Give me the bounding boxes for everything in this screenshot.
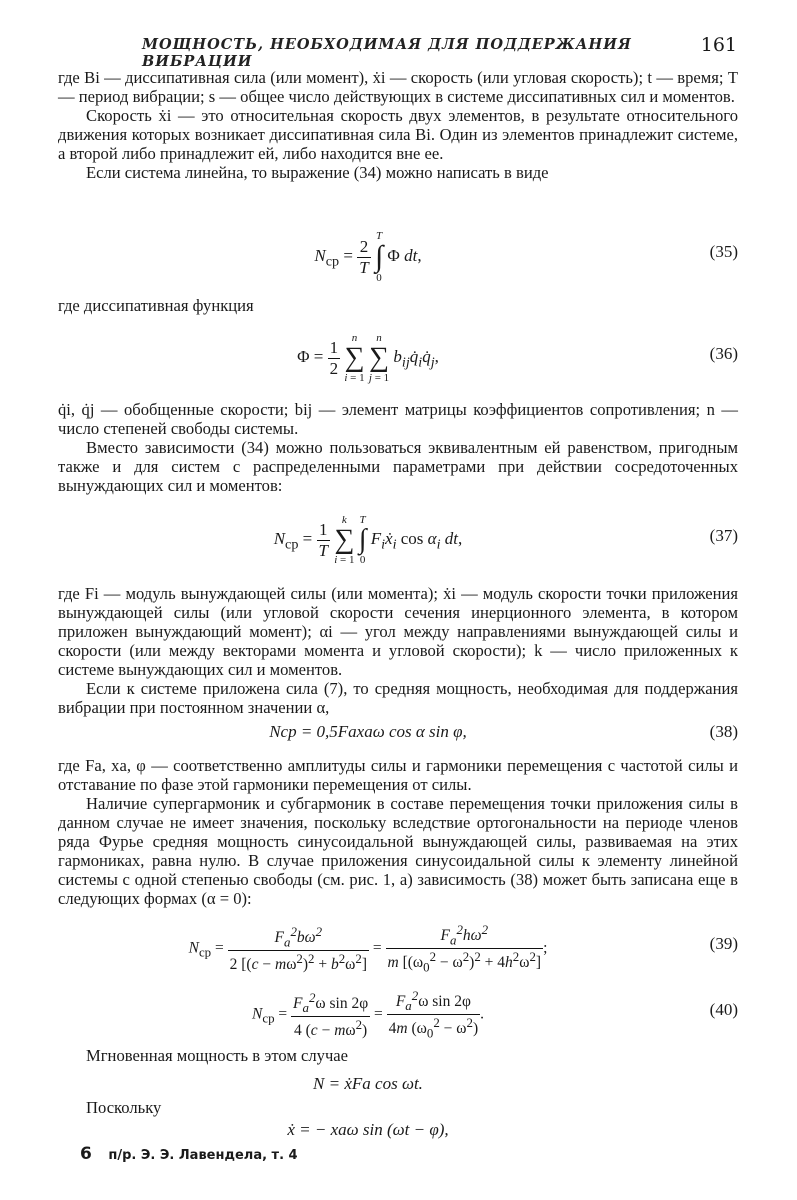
equation-35-body: $N_{ср}$ = $\frac{2}{T}$ T ∫ 0 Φ dt, — [314, 230, 422, 284]
text-block-4 — [58, 584, 738, 717]
paragraph-4: где диссипативная функция — [58, 296, 254, 315]
paragraph-11: Мгновенная мощность в этом случае — [86, 1046, 349, 1065]
equation-velocity — [58, 1120, 738, 1144]
signature-text: п/р. Э. Э. Лавендела, т. 4 — [108, 1148, 298, 1163]
equation-38-number: (38) — [709, 722, 738, 741]
text-block-5 — [58, 756, 738, 908]
equation-instant-power-body: N = ẋFa cos ωt. — [313, 1074, 423, 1093]
equation-40 — [58, 984, 738, 1041]
equation-36-body: Φ = $\frac{1}{2}$ n ∑ i = 1 n ∑ j = 1 $b_{ij}q̇_iq̇_j$, — [297, 332, 439, 384]
equation-37-body: $N_{ср}$ = $\frac{1}{T}$ k ∑ i = 1 T ∫ 0 $F_iẋ_i$ $\cos \alpha_i$ dt, — [273, 514, 463, 566]
page-footer — [80, 1144, 298, 1164]
paragraph-3: Если система линейна, то выражение (34) можно написать в виде — [86, 163, 549, 182]
equation-36 — [58, 318, 738, 394]
paragraph-12: Поскольку — [86, 1098, 162, 1117]
page-number: 161 — [700, 34, 737, 56]
equation-35-number: (35) — [709, 242, 738, 261]
paragraph-7: где Fi — модуль вынуждающей силы (или момента); ẋi — модуль скорости точки приложения вынуждающей силы (или угловой скорости сечения инерционного элемента, в котором приложен вынуждающий момент); αi — угол между направлениями вынуждающей силы и скорости (или между векторами момента и угловой скорости); k — число приложенных к системе вынуждающих сил и моментов. — [58, 584, 738, 679]
equation-37-number: (37) — [709, 526, 738, 545]
running-title: МОЩНОСТЬ, НЕОБХОДИМАЯ ДЛЯ ПОДДЕРЖАНИЯ ВИБРАЦИИ — [142, 36, 632, 70]
equation-39-number: (39) — [709, 934, 738, 953]
equation-40-body: $N_{ср}$ = $\frac{F_a^2\omega \sin 2\varphi}{4 (c - m\omega^2)}$ = $\frac{F_a^2\omega \sin 2\varphi}{4m (\omega_0^2 - \omega^2)}$ . — [252, 988, 484, 1041]
equation-37 — [58, 500, 738, 578]
page-header — [60, 34, 737, 70]
equation-39-body: $N_{ср}$ = $\frac{F_a^2b\omega^2}{2 [(c - m\omega^2)^2 + b^2\omega^2]}$ = $\frac{F_a^2h\omega^2}{m [(\omega_0^2 - \omega^2)^2 + 4h^2\omega^2]}$ ; — [188, 922, 548, 975]
equation-velocity-body: ẋ = − xaω sin (ωt − φ), — [287, 1120, 449, 1139]
text-block-2 — [58, 296, 738, 315]
text-block-6 — [58, 1046, 738, 1065]
equation-39 — [58, 918, 738, 975]
paragraph-9: где Fa, xa, φ — соответственно амплитуды силы и гармоники перемещения с частотой силы и отставание по фазе этой гармоники перемещения от силы. — [58, 756, 738, 794]
text-block-3 — [58, 400, 738, 495]
equation-36-number: (36) — [709, 344, 738, 363]
paragraph-1: где Bi — диссипативная сила (или момент), ẋi — скорость (или угловая скорость); t — время; T — период вибрации; s — общее число действующих в системе диссипативных сил и моментов. — [58, 68, 738, 106]
equation-40-number: (40) — [709, 1000, 738, 1019]
paragraph-5: q̇i, q̇j — обобщенные скорости; bij — элемент матрицы коэффициентов сопротивления; n — число степеней свободы системы. — [58, 400, 738, 438]
signature-number: 6 — [80, 1144, 92, 1164]
equation-38-body: Nср = 0,5Faxaω cos α sin φ, — [269, 722, 467, 741]
equation-instant-power — [58, 1074, 738, 1098]
text-block-7 — [58, 1098, 738, 1117]
equation-38 — [58, 720, 738, 750]
paragraph-2: Скорость ẋi — это относительная скорость двух элементов, в результате относительного движения которых возникает диссипативная сила Bi. Один из элементов принадлежит системе, а второй либо принадлежит ей, либо находится вне ее. — [58, 106, 738, 163]
paragraph-6: Вместо зависимости (34) можно пользоваться эквивалентным ей равенством, пригодным также и для систем с распределенными параметрами при действии сосредоточенных вынуждающих сил и моментов: — [58, 438, 738, 495]
text-block-1 — [58, 68, 738, 182]
paragraph-10: Наличие супергармоник и субгармоник в составе перемещения точки приложения силы в данном случае не имеет значения, поскольку вследствие ортогональности на периоде членов ряда Фурье средняя мощность синусоидальной вынуждающей силы, развиваемая на этих гармониках, равна нулю. В случае приложения синусоидальной силы к элементу линейной системы с одной степенью свободы (см. рис. 1, а) зависимость (38) может быть записана еще в следующих формах (α = 0): — [58, 794, 738, 908]
equation-35 — [58, 220, 738, 290]
paragraph-8: Если к системе приложена сила (7), то средняя мощность, необходимая для поддержания вибрации при постоянном значении α, — [58, 679, 738, 717]
